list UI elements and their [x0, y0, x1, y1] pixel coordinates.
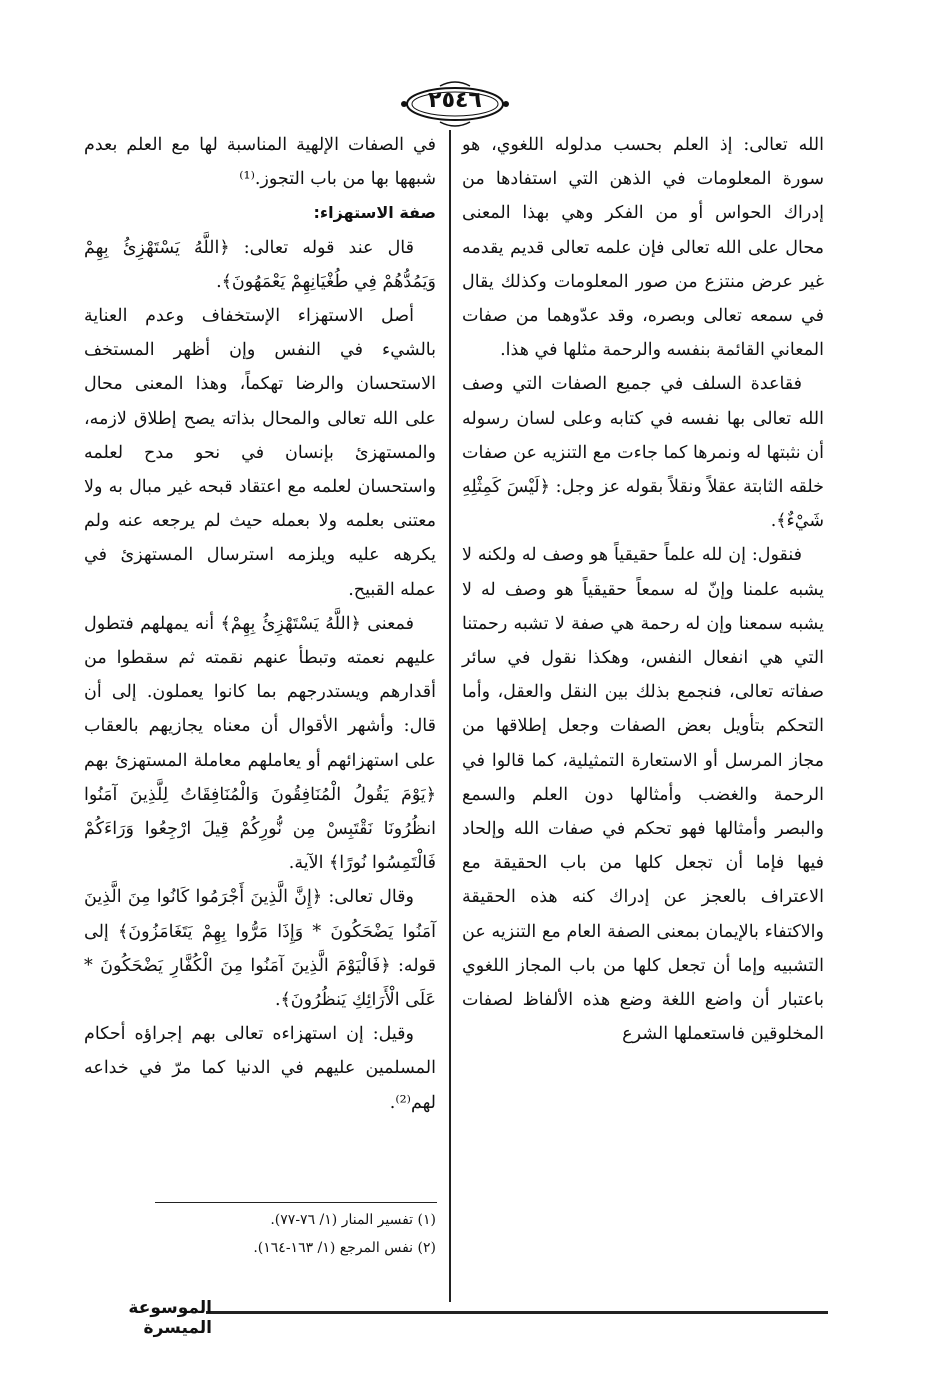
left-paragraph: قال عند قوله تعالى: ﴿اللَّهُ يَسْتَهْزِئُ بِهِمْ وَيَمُدُّهُمْ فِي طُغْيَانِهِمْ يَعْمَهُونَ﴾.: [84, 237, 436, 292]
left-paragraph: فمعنى ﴿اللَّهُ يَسْتَهْزِئُ بِهِمْ﴾ أنه يمهلهم فتطول عليهم نعمته وتبطأ عنهم نقمته ثم سقطوا من أقدارهم ويستدرجهم بما كانوا يعملون. إلى أن قال: وأشهر الأقوال أن معناه يجازيهم بالعقاب على استهزائهم أو يعاملهم معاملة المستهزئ بهم ﴿يَوْمَ يَقُولُ الْمُنَافِقُونَ وَالْمُنَافِقَاتُ لِلَّذِينَ آمَنُوا انظُرُونَا نَقْتَبِسْ مِن نُّورِكُمْ قِيلَ ارْجِعُوا وَرَاءَكُمْ فَالْتَمِسُوا نُورًا﴾ الآية.: [84, 613, 436, 874]
left-paragraph: وقيل: إن استهزاءه تعالى بهم إجراؤه أحكام المسلمين عليهم في الدنيا كما مرّ في خداعه لهم⁽²⁾.: [84, 1024, 436, 1113]
right-column: [462, 128, 824, 1051]
footnote: (١) تفسير المنار (١/ ٧٦-٧٧).: [270, 1212, 436, 1228]
left-paragraph: أصل الاستهزاء الإستخفاف وعدم العناية بالشيء في النفس وإن أظهر المستخف الاستحسان والرضا تهكماً، وهذا المعنى محال على الله تعالى والمحال بذاته يصح إطلاق لازمه، والمستهزئ بإنسان في نحو مدح لعلمه واستحسان لعلمه مع اعتقاد قبحه غير مبال به ولا معتنى بعلمه ولا بعمله حيث لم يرجعه عنه ولم يكرهه عليه ويلزمه استرسال المستهزئ في عمله القبيح.: [84, 306, 436, 600]
section-heading: صفة الاستهزاء:: [313, 203, 436, 223]
right-paragraph: الله تعالى: إذ العلم بحسب مدلوله اللغوي، هو سورة المعلومات في الذهن التي استفادها من إدراك الحواس أو من الفكر وهي بهذا المعنى محال على الله تعالى فإن علمه تعالى قديم يقدمه غير عرض منتزع من صور المعلومات وكذلك يقال في سمعه تعالى وبصره، وقد عدّوهما من صفات المعاني القائمة بنفسه والرحمة مثلها في هذا.: [462, 135, 824, 361]
column-divider: [449, 130, 451, 1302]
page-number: ٢٥٤٦: [428, 88, 482, 113]
right-paragraph: فنقول: إن لله علماً حقيقياً هو وصف له ولكنه لا يشبه علمنا وإنّ له سمعاً حقيقياً هو وصف له لا يشبه سمعنا وإن له رحمة هي صفة لا تشبه رحمتنا التي هي انفعال النفس، وهكذا نقول في سائر صفاته تعالى، فنجمع بذلك بين النقل والعقل، وأما التحكم بتأويل بعض الصفات وجعل إطلاقها من مجاز المرسل أو الاستعارة التمثيلية، كما قالوا في الرحمة والغضب وأمثالها دون العلم والسمع والبصر وأمثالها فهو تحكم في صفات الله وإلحاد فيها فإما أن تجعل كلها من باب الحقيقة مع الاعتراف بالعجز عن إدراك كنه هذه الحقيقة والاكتفاء بالإيمان بمعنى الصفة العام مع التنزيه عن التشبيه وإما أن تجعل كلها من باب المجاز اللغوي باعتبار أن واضع اللغة وضع هذه الألفاظ لصفات المخلوقين فاستعملها الشرع: [462, 545, 824, 1045]
right-paragraph: فقاعدة السلف في جميع الصفات التي وصف الله تعالى بها نفسه في كتابه وعلى لسان رسوله أن نثبتها له ونمرها كما جاءت مع التنزيه عن صفات خلقه الثابتة عقلاً ونقلاً بقوله عز وجل: ﴿لَيْسَ كَمِثْلِهِ شَيْءٌ﴾.: [462, 374, 824, 532]
footer-title: الموسوعة الميسرة: [128, 1298, 212, 1338]
page-number-ornament: [400, 80, 510, 128]
footnote: (٢) نفس المرجع (١/ ١٦٣-١٦٤).: [253, 1240, 436, 1256]
footer-rule: [206, 1311, 828, 1314]
footnote-separator: [155, 1202, 437, 1203]
left-paragraph: وقال تعالى: ﴿إِنَّ الَّذِينَ أَجْرَمُوا كَانُوا مِنَ الَّذِينَ آمَنُوا يَضْحَكُونَ * وَإِذَا مَرُّوا بِهِمْ يَتَغَامَزُونَ﴾ إلى قوله: ﴿فَالْيَوْمَ الَّذِينَ آمَنُوا مِنَ الْكُفَّارِ يَضْحَكُونَ * عَلَى الْأَرَائِكِ يَنظُرُونَ﴾.: [84, 887, 436, 1011]
left-column: [84, 128, 436, 1120]
left-opening: في الصفات الإلهية المناسبة لها مع العلم بعدم شبهها بها من باب التجوز.⁽¹⁾: [84, 135, 436, 190]
footnotes: [84, 1206, 436, 1262]
